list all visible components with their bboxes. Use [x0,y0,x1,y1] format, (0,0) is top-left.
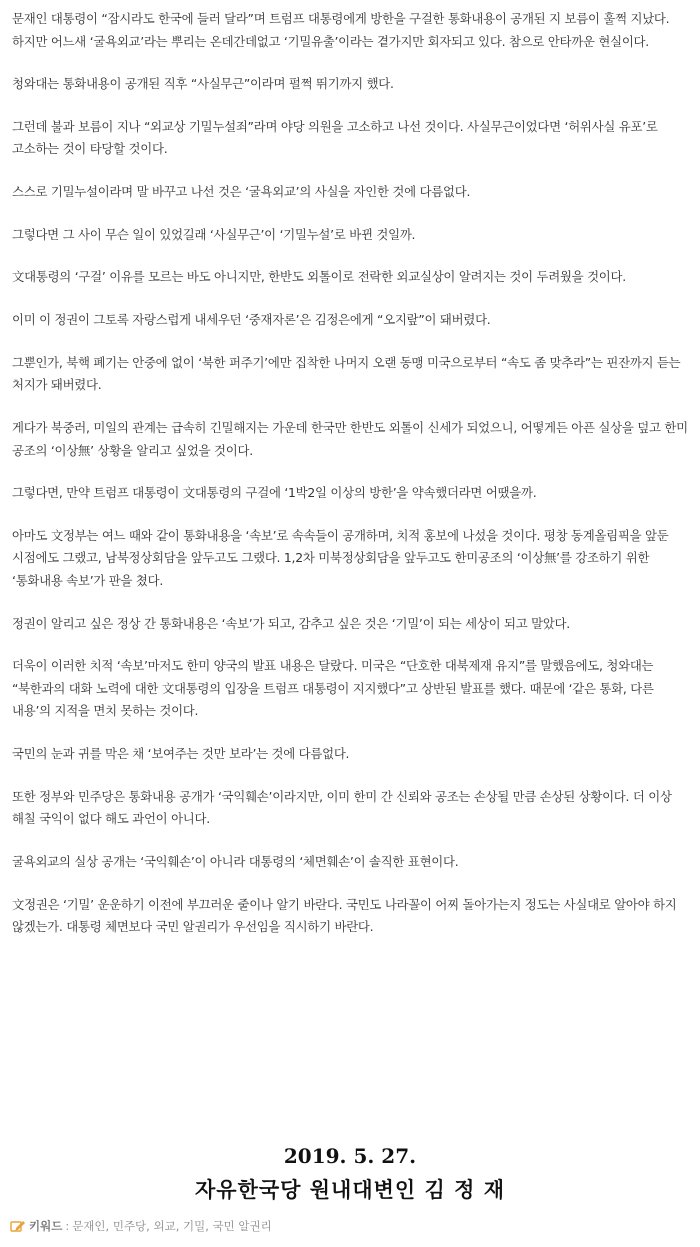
paragraph: 文대통령의 ‘구걸’ 이유를 모르는 바도 아니지만, 한반도 외톨이로 전락한 외교실상이 알려지는 것이 두려웠을 것이다. [12,269,626,285]
keyword-list[interactable]: 문재인, 민주당, 외교, 기밀, 국민 알권리 [72,1219,272,1233]
paragraph: 그렇다면 그 사이 무슨 일이 있었길래 ‘사실무근’이 ‘기밀누설’로 바뀐 것일까. [12,226,416,242]
paragraph: 게다가 북중러, 미일의 관계는 급속히 긴밀해지는 가운데 한국만 한반도 외톨이 신세가 되었으니, 어떻게든 아픈 실상을 덮고 한미 공조의 ‘이상無’ 상황을 알리고 싶었을 것이다. [12,420,688,458]
paragraph: 또한 정부와 민주당은 통화내용 공개가 ‘국익훼손’이라지만, 이미 한미 간 신뢰와 공조는 손상될 만큼 손상된 상황이다. 더 이상 해칠 국익이 없다 해도 과언이 아니다. [12,788,672,827]
keyword-separator: : [65,1219,70,1233]
signature-name: 자유한국당 원내대변인 김 정 재 [195,1178,505,1202]
paragraph: 그뿐인가, 북핵 폐기는 안중에 없이 ‘북한 퍼주기’에만 집착한 나머지 오랜 동맹 미국으로부터 “속도 좀 맞추라”는 핀잔까지 듣는 처지가 돼버렸다. [12,354,681,393]
keyword-bar [10,1216,272,1236]
paragraph: 그런데 불과 보름이 지나 “외교상 기밀누설죄”라며 야당 의원을 고소하고 나선 것이다. 사실무근이었다면 ‘허위사실 유포’로 고소하는 것이 타당할 것이다. [12,118,658,157]
paragraph: 이미 이 정권이 그토록 자랑스럽게 내세우던 ‘중재자론’은 김정은에게 “오지랖”이 돼버렸다. [12,312,491,328]
paragraph: 스스로 기밀누설이라며 말 바꾸고 나선 것은 ‘굴욕외교’의 사실을 자인한 것에 다름없다. [12,184,471,200]
article-body [12,8,692,959]
signature-date: 2019. 5. 27. [283,1144,417,1168]
paragraph: 국민의 눈과 귀를 막은 채 ‘보여주는 것만 보라’는 것에 다름없다. [12,745,350,761]
paragraph: 정권이 알리고 싶은 정상 간 통화내용은 ‘속보’가 되고, 감추고 싶은 것은 ‘기밀’이 되는 세상이 되고 말았다. [12,615,570,631]
paragraph: 굴욕외교의 실상 공개는 ‘국익훼손’이 아니라 대통령의 ‘체면훼손’이 솔직한 표현이다. [12,853,459,869]
paragraph: 아마도 文정부는 여느 때와 같이 통화내용을 ‘속보’로 속속들이 공개하며, 치적 홍보에 나섰을 것이다. 평창 동계올림픽을 앞둔 시점에도 그랬고, 남북정상회담을 앞두고도 그랬다. 1,2차 미북정상회담을 앞두고도 한미공조의 ‘이상無’를 강조하기 위한 ‘통화내용 속보’가 판을 쳤다. [12,527,669,588]
paragraph: 문재인 대통령이 “잠시라도 한국에 들러 달라”며 트럼프 대통령에게 방한을 구걸한 통화내용이 공개된 지 보름이 훌쩍 지났다. 하지만 어느새 ‘굴욕외교’라는 뿌리는 온데간데없고 ‘기밀유출’이라는 곁가지만 회자되고 있다. 참으로 안타까운 현실이다. [12,11,670,49]
tag-pencil-icon [10,1219,26,1233]
paragraph: 文정권은 ‘기밀’ 운운하기 이전에 부끄러운 줄이나 알기 바란다. 국민도 나라꼴이 어찌 돌아가는지 정도는 사실대로 알아야 하지 않겠는가. 대통령 체면보다 국민 알권리가 우선임을 직시하기 바란다. [12,896,677,934]
keyword-label: 키워드 [29,1219,63,1233]
paragraph: 그렇다면, 만약 트럼프 대통령이 文대통령의 구걸에 ‘1박2일 이상의 방한’을 약속했더라면 어땠을까. [12,485,537,501]
paragraph: 더욱이 이러한 치적 ‘속보’마저도 한미 양국의 발표 내용은 달랐다. 미국은 “단호한 대북제재 유지”를 말했음에도, 청와대는 “북한과의 대화 노력에 대한 文대통령의 입장을 트럼프 대통령이 지지했다”고 상반된 발표를 했다. 때문에 ‘같은 통화, 다른 내용’의 지적을 면치 못하는 것이다. [12,658,654,719]
paragraph: 청와대는 통화내용이 공개된 직후 “사실무근”이라며 펄쩍 뛰기까지 했다. [12,76,394,92]
